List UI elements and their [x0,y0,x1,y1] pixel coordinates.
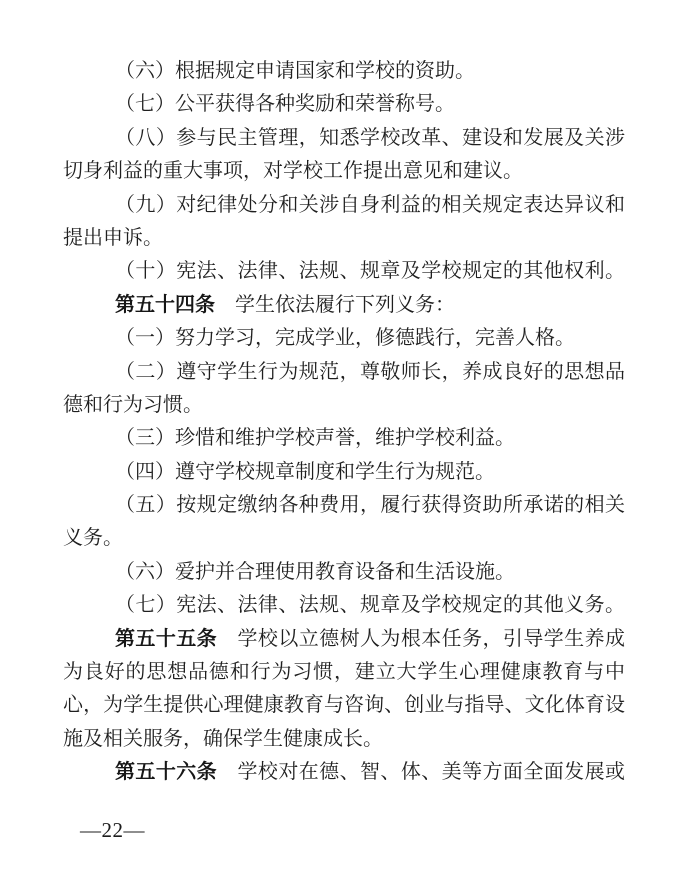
text-line: （三）珍惜和维护学校声誉，维护学校利益。 [115,427,515,450]
text-line: 施及相关服务，确保学生健康成长。 [63,727,383,750]
text-line: 切身利益的重大事项，对学校工作提出意见和建议。 [63,160,523,183]
text-column [63,55,625,790]
text-line: （八）参与民主管理，知悉学校改革、建设和发展及关涉 [115,126,625,149]
text-line: （十）宪法、法律、法规、规章及学校规定的其他权利。 [115,260,625,283]
article-heading-line: 第五十五条 学校以立德树人为根本任务，引导学生养成 [115,627,626,650]
article-heading-line: 第五十六条 学校对在德、智、体、美等方面全面发展或 [115,761,626,784]
text-line: （九）对纪律处分和关涉自身利益的相关规定表达异议和 [115,193,625,216]
article-number: 第五十六条 [115,761,218,784]
text-line: （六）爱护并合理使用教育设备和生活设施。 [115,560,515,583]
text-line: （二）遵守学生行为规范，尊敬师长，养成良好的思想品 [115,360,625,383]
article-heading-line: 第五十四条 学生依法履行下列义务： [115,293,455,316]
text-line: 义务。 [63,527,123,550]
text-line: （一）努力学习，完成学业，修德践行，完善人格。 [115,327,575,350]
text-line: （四）遵守学校规章制度和学生行为规范。 [115,460,495,483]
text-line: （七）宪法、法律、法规、规章及学校规定的其他义务。 [115,594,625,617]
text-line: （五）按规定缴纳各种费用，履行获得资助所承诺的相关 [115,494,625,517]
text-line: 为良好的思想品德和行为习惯，建立大学生心理健康教育与中 [63,661,625,684]
text-line: （七）公平获得各种奖励和荣誉称号。 [115,93,455,116]
article-number: 第五十四条 [115,293,215,316]
article-number: 第五十五条 [115,627,218,650]
text-line: 德和行为习惯。 [63,393,203,416]
text-line: 提出申诉。 [63,226,163,249]
text-line: （六）根据规定申请国家和学校的资助。 [115,60,475,82]
text-line: 心，为学生提供心理健康教育与咨询、创业与指导、文化体育设 [63,694,625,717]
page-number: —22— [80,818,145,842]
